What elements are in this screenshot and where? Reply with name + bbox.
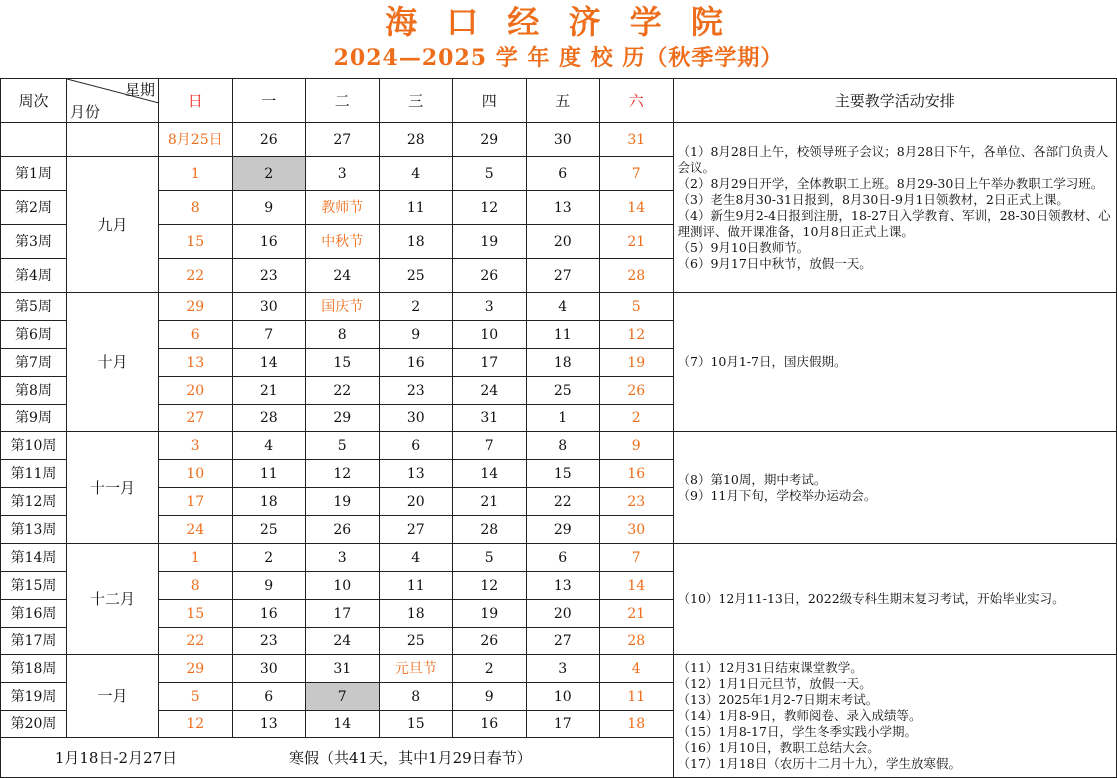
day-cell: 19 <box>306 488 380 516</box>
day-cell: 23 <box>600 488 674 516</box>
day-cell: 12 <box>306 460 380 488</box>
day-cell: 29 <box>453 123 527 157</box>
week-label: 第13周 <box>1 516 67 544</box>
month-label: 十一月 <box>67 432 159 544</box>
day-cell: 6 <box>526 157 600 191</box>
day-cell: 31 <box>600 123 674 157</box>
day-cell: 30 <box>232 655 306 683</box>
day-cell: 4 <box>232 432 306 460</box>
day-cell: 5 <box>453 544 527 572</box>
week-row <box>1 432 1117 460</box>
note-line: （3）老生8月30-31日报到，8月30日-9月1日领教材，2日正式上课。 <box>677 191 1069 207</box>
day-cell: 23 <box>379 377 453 405</box>
day-cell: 7 <box>453 432 527 460</box>
day-cell: 7 <box>306 683 380 711</box>
day-cell: 31 <box>306 655 380 683</box>
day-cell: 29 <box>526 516 600 544</box>
day-cell: 9 <box>379 321 453 349</box>
day-cell: 17 <box>159 488 233 516</box>
day-cell: 14 <box>232 349 306 377</box>
day-cell: 16 <box>600 460 674 488</box>
day-cell: 5 <box>453 157 527 191</box>
day-cell: 2 <box>232 157 306 191</box>
day-cell: 21 <box>232 377 306 405</box>
day-cell: 28 <box>600 259 674 293</box>
day-cell: 3 <box>306 544 380 572</box>
day-cell: 15 <box>306 349 380 377</box>
day-cell: 9 <box>232 191 306 225</box>
day-cell: 28 <box>453 516 527 544</box>
day-cell: 教师节 <box>306 191 380 225</box>
note-line: （5）9月10日教师节。 <box>677 239 810 255</box>
day-cell: 17 <box>526 711 600 738</box>
week-label: 第4周 <box>1 259 67 293</box>
day-cell: 15 <box>379 711 453 738</box>
day-cell: 24 <box>453 377 527 405</box>
day-cell: 25 <box>526 377 600 405</box>
day-cell: 27 <box>526 628 600 655</box>
day-header-sun: 日 <box>159 79 233 123</box>
day-cell: 8月25日 <box>159 123 233 157</box>
winter-break-dates: 1月18日-2月27日 <box>54 748 178 767</box>
day-cell: 24 <box>306 259 380 293</box>
day-cell: 15 <box>159 600 233 628</box>
day-cell: 22 <box>159 628 233 655</box>
week-label: 第15周 <box>1 572 67 600</box>
day-cell: 9 <box>600 432 674 460</box>
day-cell: 1 <box>526 405 600 432</box>
day-cell: 9 <box>453 683 527 711</box>
day-header-thu: 四 <box>453 79 527 123</box>
day-cell: 30 <box>526 123 600 157</box>
day-cell: 3 <box>159 432 233 460</box>
day-cell: 14 <box>453 460 527 488</box>
day-cell: 5 <box>600 293 674 321</box>
corner-month-label: 月份 <box>70 103 101 121</box>
week-row <box>1 655 1117 683</box>
day-cell: 14 <box>600 572 674 600</box>
day-cell: 30 <box>600 516 674 544</box>
day-cell: 3 <box>453 293 527 321</box>
day-cell: 12 <box>453 191 527 225</box>
day-cell: 3 <box>306 157 380 191</box>
week-label: 第12周 <box>1 488 67 516</box>
day-cell: 30 <box>232 293 306 321</box>
day-cell: 11 <box>526 321 600 349</box>
day-cell: 26 <box>453 259 527 293</box>
day-cell: 6 <box>159 321 233 349</box>
day-header-tue: 二 <box>306 79 380 123</box>
note-line: （2）8月29日开学，全体教职工上班。8月29-30日上午举办教职工学习班。 <box>677 175 1104 191</box>
day-cell: 27 <box>306 123 380 157</box>
day-cell: 4 <box>526 293 600 321</box>
day-cell: 10 <box>159 460 233 488</box>
day-cell: 29 <box>159 655 233 683</box>
day-cell: 29 <box>159 293 233 321</box>
day-cell: 26 <box>600 377 674 405</box>
day-cell: 2 <box>379 293 453 321</box>
day-cell: 1 <box>159 157 233 191</box>
notes-cell <box>673 544 1117 655</box>
day-cell: 2 <box>453 655 527 683</box>
week-label: 第20周 <box>1 711 67 738</box>
week-label: 第9周 <box>1 405 67 432</box>
page-subtitle: 2024—2025 学 年 度 校 历（秋季学期） <box>333 45 784 71</box>
day-cell: 5 <box>159 683 233 711</box>
note-line: （11）12月31日结束课堂教学。 <box>677 660 863 675</box>
corner-weekday-label: 星期 <box>124 81 155 99</box>
day-cell: 19 <box>600 349 674 377</box>
day-cell: 6 <box>232 683 306 711</box>
day-cell: 24 <box>159 516 233 544</box>
day-cell: 28 <box>232 405 306 432</box>
week-label: 第3周 <box>1 225 67 259</box>
week-label <box>1 123 67 157</box>
note-line: （13）2025年1月2-7日期末考试。 <box>677 692 879 707</box>
note-line: （14）1月8-9日，教师阅卷、录入成绩等。 <box>677 708 922 723</box>
day-cell: 2 <box>232 544 306 572</box>
day-cell: 25 <box>232 516 306 544</box>
day-cell: 21 <box>453 488 527 516</box>
month-label: 九月 <box>67 157 159 293</box>
week-label: 第10周 <box>1 432 67 460</box>
week-row <box>1 123 1117 157</box>
day-cell: 27 <box>379 516 453 544</box>
day-cell: 22 <box>526 488 600 516</box>
day-cell: 4 <box>600 655 674 683</box>
day-cell: 16 <box>379 349 453 377</box>
day-cell: 18 <box>526 349 600 377</box>
day-cell: 26 <box>232 123 306 157</box>
day-cell: 23 <box>232 628 306 655</box>
day-cell: 19 <box>453 600 527 628</box>
month-label: 十月 <box>67 293 159 432</box>
week-label: 第2周 <box>1 191 67 225</box>
day-cell: 26 <box>306 516 380 544</box>
page-title: 海 口 经 济 学 院 <box>385 3 732 41</box>
day-cell: 16 <box>232 600 306 628</box>
week-label: 第18周 <box>1 655 67 683</box>
day-cell: 10 <box>306 572 380 600</box>
day-cell: 7 <box>600 157 674 191</box>
day-cell: 13 <box>526 191 600 225</box>
day-cell: 10 <box>526 683 600 711</box>
header-row <box>1 79 1117 123</box>
week-label: 第8周 <box>1 377 67 405</box>
day-cell: 26 <box>453 628 527 655</box>
day-cell: 28 <box>379 123 453 157</box>
day-cell: 13 <box>159 349 233 377</box>
day-cell: 12 <box>600 321 674 349</box>
notes-cell <box>673 655 1117 778</box>
day-cell: 31 <box>453 405 527 432</box>
day-cell: 20 <box>159 377 233 405</box>
note-line: （7）10月1-7日，国庆假期。 <box>677 354 847 369</box>
day-cell: 30 <box>379 405 453 432</box>
day-cell: 21 <box>600 225 674 259</box>
month-label: 十二月 <box>67 544 159 655</box>
week-row <box>1 544 1117 572</box>
day-cell: 6 <box>526 544 600 572</box>
day-cell: 13 <box>232 711 306 738</box>
day-cell: 11 <box>600 683 674 711</box>
day-cell: 2 <box>600 405 674 432</box>
day-cell: 13 <box>526 572 600 600</box>
day-cell: 8 <box>526 432 600 460</box>
day-cell: 4 <box>379 544 453 572</box>
day-cell: 19 <box>453 225 527 259</box>
note-line: （9）11月下旬，学校举办运动会。 <box>677 487 877 503</box>
week-label: 第6周 <box>1 321 67 349</box>
day-cell: 8 <box>159 572 233 600</box>
day-cell: 29 <box>306 405 380 432</box>
day-cell: 12 <box>159 711 233 738</box>
week-label: 第14周 <box>1 544 67 572</box>
day-cell: 15 <box>159 225 233 259</box>
calendar-table <box>0 78 1117 778</box>
note-line: （12）1月1日元旦节，放假一天。 <box>677 676 872 691</box>
week-row <box>1 293 1117 321</box>
notes-cell <box>673 432 1117 544</box>
day-header-fri: 五 <box>526 79 600 123</box>
day-cell: 22 <box>306 377 380 405</box>
corner-header <box>67 79 159 123</box>
day-cell: 16 <box>453 711 527 738</box>
day-cell: 20 <box>526 600 600 628</box>
notes-column-header: 主要教学活动安排 <box>673 79 1117 123</box>
note-line: （17）1月18日（农历十二月十九），学生放寒假。 <box>677 756 962 771</box>
day-cell: 25 <box>379 259 453 293</box>
day-cell: 4 <box>379 157 453 191</box>
day-cell: 17 <box>306 600 380 628</box>
day-cell: 8 <box>306 321 380 349</box>
winter-break-text: 寒假（共41天，其中1月29日春节） <box>289 748 532 767</box>
note-line: （6）9月17日中秋节，放假一天。 <box>677 255 872 271</box>
day-cell: 18 <box>232 488 306 516</box>
day-cell: 13 <box>379 460 453 488</box>
day-cell: 元旦节 <box>379 655 453 683</box>
week-label: 第17周 <box>1 628 67 655</box>
month-empty <box>67 123 159 157</box>
day-cell: 国庆节 <box>306 293 380 321</box>
day-cell: 6 <box>379 432 453 460</box>
day-cell: 11 <box>232 460 306 488</box>
day-cell: 22 <box>159 259 233 293</box>
note-line: （10）12月11-13日，2022级专科生期末复习考试，开始毕业实习。 <box>677 591 1065 606</box>
day-cell: 中秋节 <box>306 225 380 259</box>
day-cell: 18 <box>379 600 453 628</box>
day-cell: 20 <box>526 225 600 259</box>
day-cell: 9 <box>232 572 306 600</box>
week-label: 第7周 <box>1 349 67 377</box>
note-line: （15）1月8-17日，学生冬季实践小学期。 <box>677 724 917 739</box>
day-cell: 17 <box>453 349 527 377</box>
week-label: 第1周 <box>1 157 67 191</box>
day-cell: 15 <box>526 460 600 488</box>
day-cell: 8 <box>379 683 453 711</box>
day-cell: 23 <box>232 259 306 293</box>
day-cell: 28 <box>600 628 674 655</box>
day-cell: 7 <box>232 321 306 349</box>
day-cell: 3 <box>526 655 600 683</box>
day-header-sat: 六 <box>600 79 674 123</box>
day-cell: 14 <box>600 191 674 225</box>
day-cell: 24 <box>306 628 380 655</box>
day-cell: 21 <box>600 600 674 628</box>
day-cell: 8 <box>159 191 233 225</box>
day-cell: 20 <box>379 488 453 516</box>
day-header-wed: 三 <box>379 79 453 123</box>
day-cell: 12 <box>453 572 527 600</box>
week-label: 第19周 <box>1 683 67 711</box>
note-line: （1）8月28日上午，校领导班子会议；8月28日下午，各单位、各部门负责人会议。 <box>677 143 1109 175</box>
notes-cell <box>673 293 1117 432</box>
week-column-header: 周次 <box>1 79 67 123</box>
month-label: 一月 <box>67 655 159 738</box>
day-cell: 27 <box>159 405 233 432</box>
day-cell: 14 <box>306 711 380 738</box>
day-cell: 16 <box>232 225 306 259</box>
day-cell: 18 <box>600 711 674 738</box>
day-cell: 25 <box>379 628 453 655</box>
day-cell: 18 <box>379 225 453 259</box>
day-cell: 5 <box>306 432 380 460</box>
day-cell: 11 <box>379 572 453 600</box>
notes-cell <box>673 123 1117 293</box>
week-label: 第5周 <box>1 293 67 321</box>
note-line: （4）新生9月2-4日报到注册，18-27日入学教育、军训，28-30日领教材、心理测评、做开课准备，10月8日正式上课。 <box>677 207 1111 239</box>
day-cell: 1 <box>159 544 233 572</box>
day-cell: 10 <box>453 321 527 349</box>
week-label: 第11周 <box>1 460 67 488</box>
week-label: 第16周 <box>1 600 67 628</box>
day-cell: 11 <box>379 191 453 225</box>
note-line: （8）第10周，期中考试。 <box>677 471 827 487</box>
day-header-mon: 一 <box>232 79 306 123</box>
note-line: （16）1月10日，教职工总结大会。 <box>677 740 880 755</box>
day-cell: 27 <box>526 259 600 293</box>
winter-break-cell <box>1 738 674 778</box>
day-cell: 7 <box>600 544 674 572</box>
